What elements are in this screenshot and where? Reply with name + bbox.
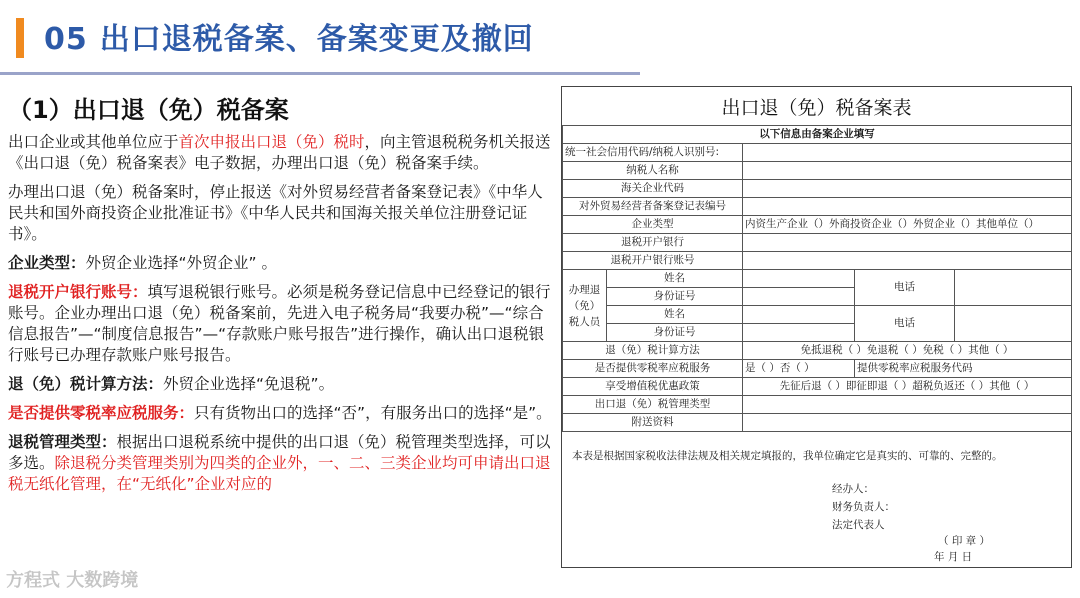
p6-text: 只有货物出口的选择“否”，有服务出口的选择“是”。 <box>194 404 552 422</box>
taxpayer-name-value[interactable] <box>743 162 1072 180</box>
title-accent-bar <box>16 18 24 58</box>
calc-method-label: 退（免）税计算方法 <box>563 342 743 360</box>
trade-reg-label: 对外贸易经营者备案登记表编号 <box>563 198 743 216</box>
seal-label: （ 印 章 ） <box>938 535 991 547</box>
watermark: 方程式 大数跨境 <box>6 570 139 591</box>
form-row <box>563 252 1072 270</box>
agent1-id-label: 身份证号 <box>607 288 743 306</box>
form-row <box>563 414 1072 432</box>
agent-label: 办理退（免）税人员 <box>563 270 607 342</box>
finance-head-label: 财务负责人： <box>832 501 895 513</box>
bank-account-value[interactable] <box>743 252 1072 270</box>
legal-rep-label: 法定代表人 <box>832 519 885 531</box>
calc-method-options[interactable]: 免抵退税（ ）免退税（ ）免税（ ）其他（ ） <box>743 342 1072 360</box>
paragraph-3 <box>8 253 556 274</box>
date-label: 年 月 日 <box>934 551 973 563</box>
agent2-phone-label: 电话 <box>855 306 955 342</box>
declaration-text: 本表是根据国家税收法律法规及相关规定填报的，我单位确定它是真实的、可靠的、完整的。 <box>572 450 1003 462</box>
attachments-label: 附送资料 <box>563 414 743 432</box>
mgmt-type-value[interactable] <box>743 396 1072 414</box>
paragraph-5 <box>8 374 556 395</box>
agent1-phone-label: 电话 <box>855 270 955 306</box>
attachments-value[interactable] <box>743 414 1072 432</box>
zero-rate-code-label: 提供零税率应税服务代码 <box>855 360 1072 378</box>
company-type-label: 企业类型 <box>563 216 743 234</box>
p3-text: 外贸企业选择“外贸企业” 。 <box>85 254 278 272</box>
header-underline <box>0 72 640 75</box>
title-text: 出口退税备案、备案变更及撤回 <box>99 22 534 57</box>
p4-text: 填写退税银行账号。必须是税务登记信息中已经登记的银行账号。企业办理出口退（免）税备案前，先进入电子税务局“我要办税”—“综合信息报告”—“制度信息报告”—“存款账户账号报告”进行操作，确认出口退税银行账号已办理存款账户账号报告。 <box>8 283 551 364</box>
zero-rate-label: 是否提供零税率应税服务 <box>563 360 743 378</box>
customs-code-label: 海关企业代码 <box>563 180 743 198</box>
vat-policy-label: 享受增值税优惠政策 <box>563 378 743 396</box>
form-row <box>563 270 1072 288</box>
form-row <box>563 234 1072 252</box>
form-row <box>563 216 1072 234</box>
section-number: 05 <box>44 22 88 57</box>
agent1-id-value[interactable] <box>743 288 855 306</box>
bank-account-label: 退税开户银行账号 <box>563 252 743 270</box>
form-row <box>563 162 1072 180</box>
bank-value[interactable] <box>743 234 1072 252</box>
form-row <box>563 342 1072 360</box>
trade-reg-value[interactable] <box>743 198 1072 216</box>
form-row <box>563 144 1072 162</box>
agent2-id-value[interactable] <box>743 324 855 342</box>
customs-code-value[interactable] <box>743 180 1072 198</box>
filing-form <box>561 86 1072 568</box>
zero-rate-options[interactable]: 是（ ）否（ ） <box>743 360 855 378</box>
form-row <box>563 198 1072 216</box>
p5-label: 退（免）税计算方法： <box>8 375 164 393</box>
form-table <box>562 125 1072 432</box>
section-header-cell: 以下信息由备案企业填写 <box>563 126 1072 144</box>
agent2-phone-value[interactable] <box>955 306 1072 342</box>
paragraph-7 <box>8 432 556 495</box>
agent1-name-value[interactable] <box>743 270 855 288</box>
paragraph-2: 办理出口退（免）税备案时，停止报送《对外贸易经营者备案登记表》《中华人民共和国外商投资企业批准证书》《中华人民共和国海关报关单位注册登记证书》。 <box>8 183 543 243</box>
mgmt-type-label: 出口退（免）税管理类型 <box>563 396 743 414</box>
agent1-phone-value[interactable] <box>955 270 1072 306</box>
p5-text: 外贸企业选择“免退税”。 <box>163 375 335 393</box>
company-type-options[interactable]: 内资生产企业（）外商投资企业（）外贸企业（）其他单位（） <box>743 216 1072 234</box>
form-row <box>563 180 1072 198</box>
form-row <box>563 126 1072 144</box>
bank-label: 退税开户银行 <box>563 234 743 252</box>
paragraph-6 <box>8 403 556 424</box>
agent2-name-value[interactable] <box>743 306 855 324</box>
section-heading: （1）出口退（免）税备案 <box>8 96 289 124</box>
credit-code-label: 统一社会信用代码/纳税人识别号: <box>563 144 743 162</box>
agent1-name-label: 姓名 <box>607 270 743 288</box>
p6-label: 是否提供零税率应税服务： <box>8 404 195 422</box>
page-title <box>44 14 534 58</box>
form-title: 出口退（免）税备案表 <box>721 97 912 119</box>
body-text <box>8 132 556 503</box>
vat-policy-options[interactable]: 先征后退（ ）即征即退（ ）超税负返还（ ）其他（ ） <box>743 378 1072 396</box>
taxpayer-name-label: 纳税人名称 <box>563 162 743 180</box>
p1-text-a: 出口企业或其他单位应于 <box>8 133 179 151</box>
agent2-name-label: 姓名 <box>607 306 743 324</box>
p4-label: 退税开户银行账号： <box>8 283 148 301</box>
p7-label: 退税管理类型： <box>8 433 117 451</box>
paragraph-4 <box>8 282 556 366</box>
form-row <box>563 378 1072 396</box>
handler-label: 经办人： <box>832 483 874 495</box>
form-row <box>563 360 1072 378</box>
credit-code-value[interactable] <box>743 144 1072 162</box>
p1-highlight: 首次申报出口退（免）税时 <box>178 133 365 151</box>
form-row <box>563 306 1072 324</box>
p3-label: 企业类型： <box>8 254 86 272</box>
p7-highlight: 除退税分类管理类别为四类的企业外，一、二、三类企业均可申请出口退税无纸化管理，在“无纸化”企业对应的 <box>8 454 551 493</box>
p7-text: 根据出口退税系统中提供的出口退（免）税管理类型选择，可以多选。 <box>8 433 551 472</box>
form-row <box>563 396 1072 414</box>
agent2-id-label: 身份证号 <box>607 324 743 342</box>
p1-text-b: ，向主管退税税务机关报送《出口退（免）税备案表》电子数据，办理出口退（免）税备案手续。 <box>8 133 551 172</box>
paragraph-1 <box>8 132 556 174</box>
